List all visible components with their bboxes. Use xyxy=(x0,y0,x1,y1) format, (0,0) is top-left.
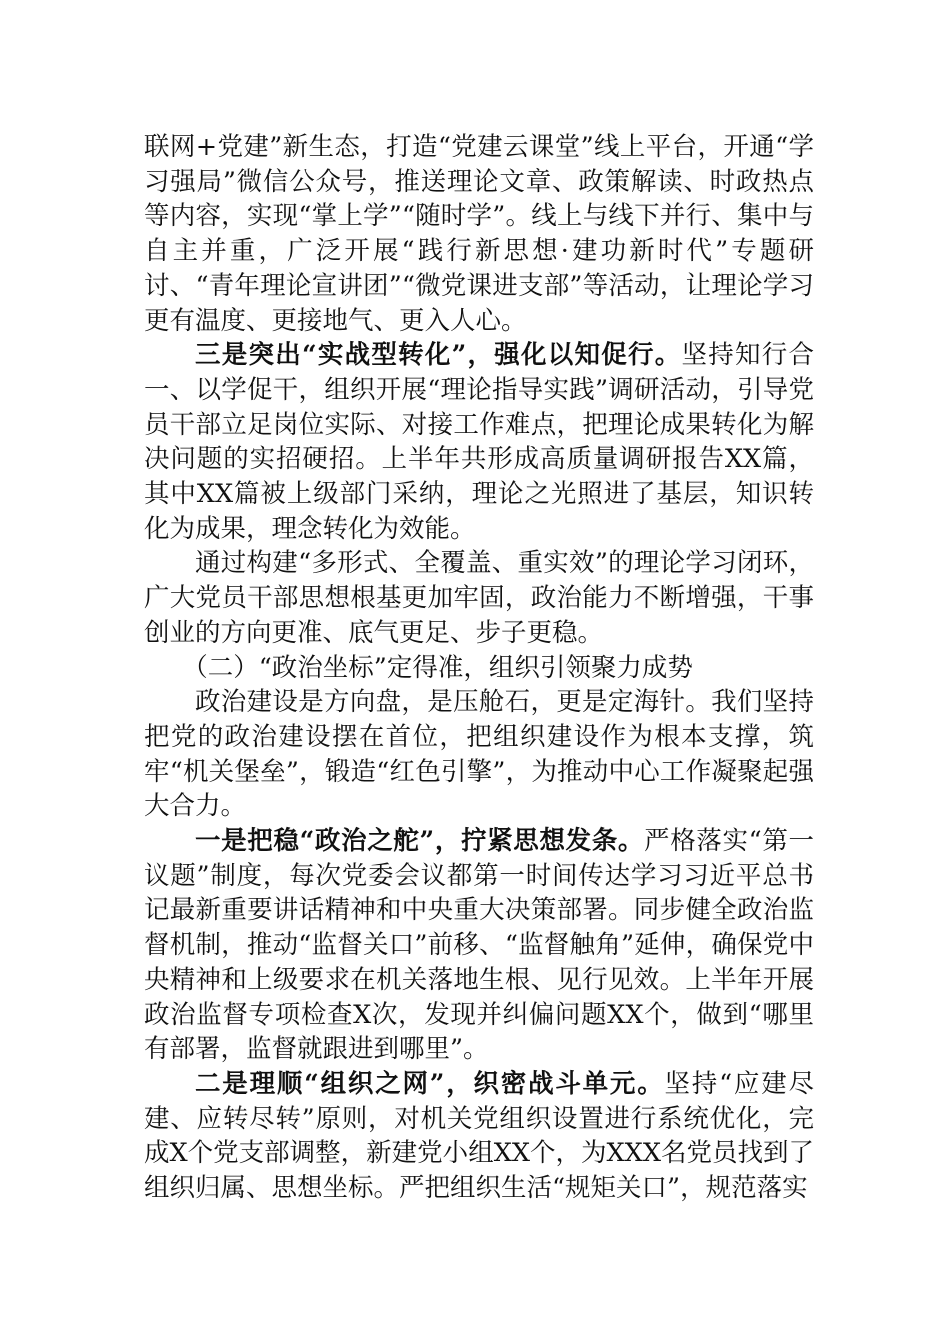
paragraph-body-text: 坚持知行合一、以学促干，组织开展“理论指导实践”调研活动，引导党员干部立足岗位实际、对接工作难点，把理论成果转化为解决问题的实招硬招。上半年共形成高质量调研报告XX篇，其中XX篇被上级部门采纳，理论之光照进了基层，知识转化为成果，理念转化为效能。 xyxy=(144,340,814,544)
paragraph-continuation: 联网+党建”新生态，打造“党建云课堂”线上平台，开通“学习强局”微信公众号，推送理论文章、政策解读、时政热点等内容，实现“掌上学”“随时学”。线上与线下并行、集中与自主并重，广泛开展“践行新思想·建功新时代”专题研讨、“青年理论宣讲团”“微党课进支部”等活动，让理论学习更有温度、更接地气、更入人心。 xyxy=(144,132,814,336)
paragraph-body-text: 坚持“应建尽建、应转尽转”原则，对机关党组织设置进行系统优化，完成X个党支部调整，新建党小组XX个，为XXX名党员找到了组织归属、思想坐标。严把组织生活“规矩关口”，规范落实 xyxy=(144,1068,814,1204)
paragraph-body-text: 严格落实“第一议题”制度，每次党委会议都第一时间传达学习习近平总书记最新重要讲话精神和中央重大决策部署。同步健全政治监督机制，推动“监督关口”前移、“监督触角”延伸，确保党中央精神和上级要求在机关落地生根、见行见效。上半年开展政治监督专项检查X次，发现并纠偏问题XX个，做到“哪里有部署，监督就跟进到哪里”。 xyxy=(144,826,814,1065)
paragraph-lead-bold: 二是理顺“组织之网”，织密战斗单元。 xyxy=(195,1068,665,1099)
paragraph-intro: 政治建设是方向盘，是压舱石，更是定海针。我们坚持把党的政治建设摆在首位，把组织建设作为根本支撑，筑牢“机关堡垒”，锻造“红色引擎”，为推动中心工作凝聚起强大合力。 xyxy=(144,687,814,822)
paragraph-lead-bold: 三是突出“实战型转化”，强化以知促行。 xyxy=(195,340,682,371)
document-body xyxy=(144,130,814,1206)
paragraph-lead-bold: 一是把稳“政治之舵”，拧紧思想发条。 xyxy=(195,826,645,857)
paragraph-point-two xyxy=(144,1067,814,1206)
paragraph-point-three xyxy=(144,338,814,546)
paragraph-summary: 通过构建“多形式、全覆盖、重实效”的理论学习闭环，广大党员干部思想根基更加牢固，政治能力不断增强，干事创业的方向更准、底气更足、步子更稳。 xyxy=(144,548,814,648)
paragraph-point-one xyxy=(144,824,814,1067)
section-title: （二）“政治坐标”定得准，组织引领聚力成势 xyxy=(182,652,693,683)
